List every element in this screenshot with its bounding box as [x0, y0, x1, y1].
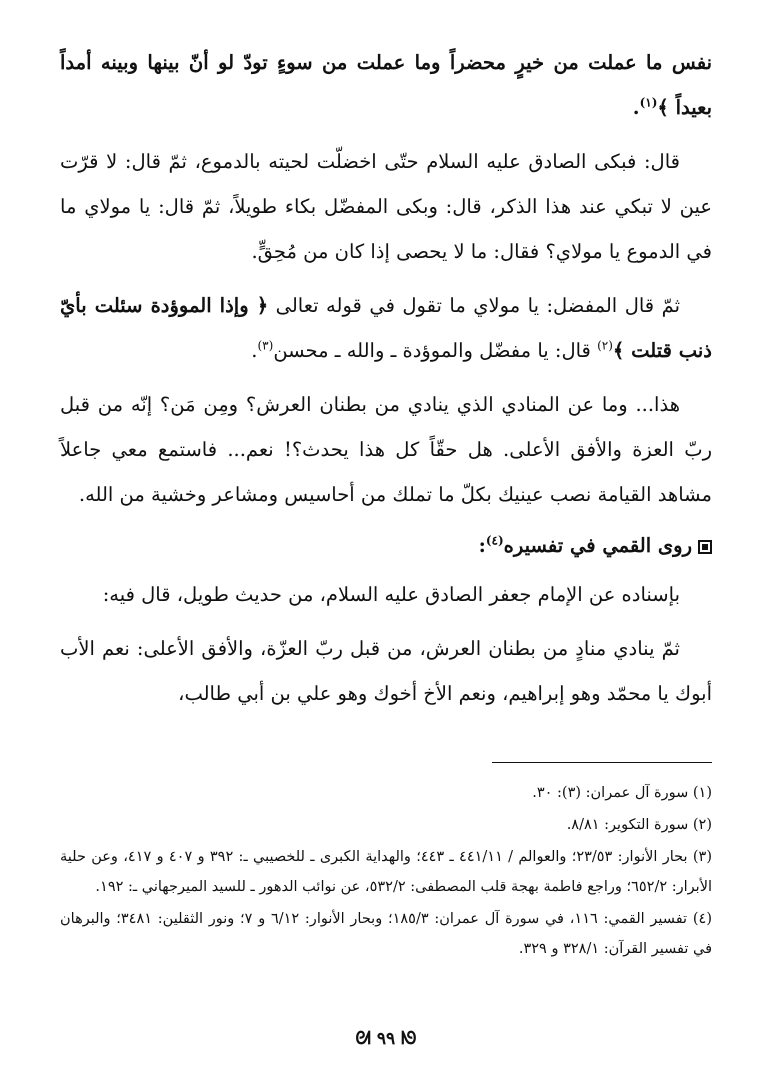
paragraph-3	[60, 283, 712, 373]
quran-verse-paragraph	[60, 40, 712, 130]
quran-verse: ﴿ وإذا الموؤدة سئلت بأيّ ذنب قتلت ﴾	[60, 294, 712, 362]
heading-text: روى القمي في تفسيره	[503, 534, 692, 557]
page-number: ٩٩	[376, 1029, 396, 1049]
footnote-1	[60, 778, 712, 808]
footnote-2	[60, 810, 712, 840]
footnote-text: سورة آل عمران: (٣): ٣٠.	[532, 785, 689, 801]
verse-text: نفس ما عملت من خيرٍ محضراً وما عملت من سوءٍ تودّ لو أنّ بينها وبينه أمداً بعيداً ﴾	[60, 51, 712, 119]
footnote-marker-4[interactable]: (٤)	[485, 533, 504, 548]
ornament-right-icon: ᘚ	[401, 1028, 417, 1049]
paragraph-2: قال: فبكى الصادق عليه السلام حتّى اخضلّت لحيته بالدموع، ثمّ قال: لا قرّت عين لا تبكي عند هذا الذكر، قال: وبكى المفضّل بكاء طويلاً، ثمّ قال: يا مولاي ما في الدموع يا مولاي؟ فقال: ما لا يحصى إذا كان من مُحِقٍّ.	[60, 150, 712, 263]
footnote-text: بحار الأنوار: ٢٣/٥٣؛ والعوالم / ٤٤١/١١ ـ ٤٤٣؛ والهداية الكبرى ـ للخصيبي ـ: ٣٩٢ و ٤٠٧ و ٤١٧، وعن حلية الأبرار: ٦٥٢/٢؛ وراجع فاطمة بهجة قلب المصطفى: ٥٣٢/٢، عن نوائب الدهور ـ للسيد الميرجهاني ـ: ١٩٢.	[60, 849, 712, 895]
ornament-left-icon: ᘛ	[355, 1028, 371, 1049]
footnotes	[60, 778, 712, 966]
punct: .	[251, 339, 258, 362]
text: ثمّ قال المفضل: يا مولاي ما تقول في قوله تعالى	[268, 294, 681, 317]
footnote-marker-1[interactable]: (١)	[639, 95, 658, 110]
punct: :	[478, 534, 486, 557]
footnote-4	[60, 904, 712, 964]
footnote-text: سورة التكوير: ٨/٨١.	[566, 817, 689, 833]
punct: .	[632, 96, 640, 119]
footnote-number: (١)	[692, 785, 712, 801]
footnote-marker-3[interactable]: (٣)	[257, 338, 274, 353]
document-page	[60, 40, 712, 1060]
page-number-footer	[0, 1028, 772, 1049]
footnote-number: (٤)	[692, 911, 712, 927]
footnote-3	[60, 842, 712, 902]
footnote-marker-2[interactable]: (٢)	[597, 338, 613, 353]
section-heading	[60, 526, 712, 566]
footnote-divider	[492, 762, 712, 763]
paragraph-4: هذا... وما عن المنادي الذي ينادي من بطنان العرش؟ ومِن مَن؟ إنّه من قبل ربّ العزة والأفق الأعلى. هل حقّاً كل هذا يحدث؟! نعم... فاستمع معي جاعلاً مشاهد القيامة نصب عينيك بكلّ ما تملك من أحاسيس ومشاعر وخشية من الله.	[60, 393, 712, 506]
footnote-text: تفسير القمي: ١١٦، في سورة آل عمران: ١٨٥/٣؛ وبحار الأنوار: ٦/١٢ و ٧؛ ونور الثقلين: ٣٤٨١؛ والبرهان في تفسير القرآن: ٣٢٨/١ و ٣٢٩.	[60, 911, 712, 957]
footnote-number: (٢)	[692, 817, 712, 833]
paragraph-6: ثمّ ينادي منادٍ من بطنان العرش، من قبل ربّ العزّة، والأفق الأعلى: نعم الأب أبوك يا محمّد وهو إبراهيم، ونعم الأخ أخوك وهو علي بن أبي طالب،	[60, 637, 712, 705]
text: قال: يا مفضّل والموؤدة ـ والله ـ محسن	[273, 339, 598, 362]
square-bullet-icon	[698, 540, 712, 554]
paragraph-5: بإسناده عن الإمام جعفر الصادق عليه السلام، من حديث طويل، قال فيه:	[102, 583, 680, 606]
footnote-number: (٣)	[692, 849, 712, 865]
